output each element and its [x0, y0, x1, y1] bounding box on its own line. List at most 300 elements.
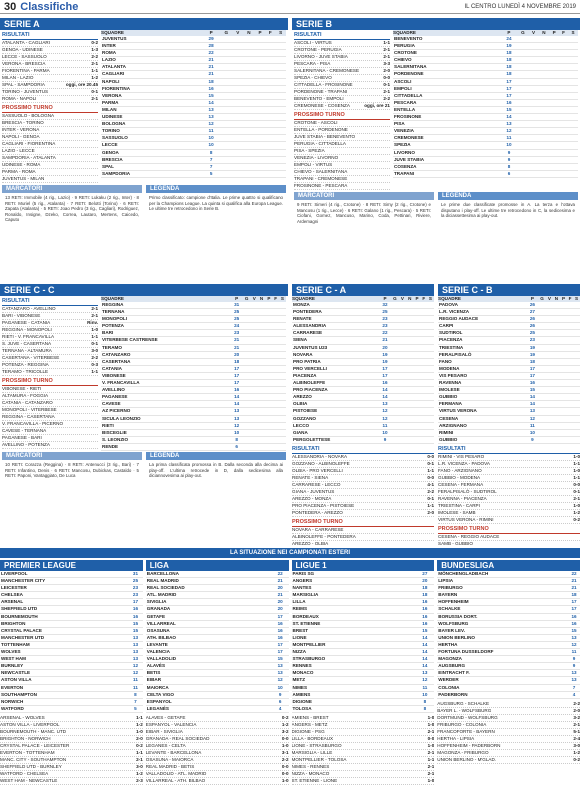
table-row: [101, 387, 286, 394]
stat-cell: [255, 106, 266, 113]
table-row: [292, 705, 435, 712]
match-score: 3-0: [91, 348, 98, 353]
serie-a-results: [2, 40, 98, 103]
table-row: [393, 85, 578, 92]
team-name: NIZZA: [292, 649, 416, 656]
stat-cell: [255, 163, 266, 170]
stat-cell: [275, 106, 286, 113]
table-row: [292, 380, 434, 387]
stat-cell: [243, 372, 251, 379]
table-row: [393, 43, 578, 50]
match-teams: AREZZO - OLBIA: [292, 540, 329, 546]
result-row: [438, 454, 580, 461]
match-score: 3-1: [281, 749, 289, 755]
team-name: MAGONZA: [437, 656, 568, 663]
stat-cell: [568, 92, 578, 99]
match-teams: OSASUNA - MAIORCA: [145, 756, 194, 762]
team-name: CRYSTAL PALACE: [0, 627, 128, 634]
stat-cell: [559, 99, 568, 106]
stat-cell: [243, 99, 255, 106]
team-points: 20: [272, 599, 289, 606]
team-name: VALLADOLID: [146, 656, 272, 663]
result-row: [292, 778, 435, 785]
result-row: [437, 750, 580, 757]
match-score: 1-1: [136, 749, 143, 755]
match-score: 0-1: [91, 89, 98, 94]
stat-cell: [414, 387, 421, 394]
stat-cell: [243, 149, 255, 156]
team-points: 13: [128, 641, 143, 648]
stat-cell: [265, 121, 275, 128]
stat-cell: [258, 344, 266, 351]
table-row: [292, 429, 434, 436]
team-name: FERMANA: [438, 401, 527, 408]
stat-cell: [220, 170, 232, 177]
stat-cell: [529, 36, 539, 43]
match-teams: TERNANA - ALTAMURA: [2, 348, 52, 353]
stat-cell: [243, 365, 251, 372]
table-row: [393, 128, 578, 135]
match-teams: NIMES - RENNES: [291, 763, 330, 769]
stat-cell: [265, 422, 272, 429]
column-header: F: [559, 30, 568, 36]
stat-cell: [265, 401, 272, 408]
stat-cell: [560, 429, 567, 436]
result-row: [2, 334, 98, 341]
stat-cell: [414, 330, 421, 337]
stat-cell: [279, 316, 286, 323]
match-teams: NAPOLI - GENOA: [2, 134, 40, 139]
result-row: [294, 61, 390, 68]
table-row: [393, 114, 578, 121]
stat-cell: [546, 408, 553, 415]
stat-cell: [517, 135, 528, 142]
team-points: 16: [568, 613, 580, 620]
team-name: LEVANTE: [146, 641, 272, 648]
table-row: [292, 613, 435, 620]
stat-cell: [414, 401, 421, 408]
result-row: [146, 729, 289, 736]
team-points: 16: [416, 599, 435, 606]
team-name: FORTUNA DUSSELDORF: [437, 649, 568, 656]
stat-cell: [220, 64, 232, 71]
team-points: 12: [379, 408, 391, 415]
stat-cell: [549, 64, 559, 71]
stat-cell: [529, 50, 539, 57]
match-score: 2-1: [383, 54, 390, 59]
match-teams: RIMINI - VIS PESARO: [438, 453, 485, 459]
team-points: 18: [501, 71, 517, 78]
result-row: [292, 715, 435, 722]
table-row: [0, 585, 143, 592]
stat-cell: [391, 337, 399, 344]
stat-cell: [568, 78, 578, 85]
match-teams: REGGINA - MONOPOLI: [2, 327, 52, 332]
fixture-row: [294, 169, 390, 176]
match-teams: BAYER L. - WOLFSBURG: [437, 707, 492, 713]
team-points: 26: [527, 323, 538, 330]
stat-cell: [251, 422, 258, 429]
match-score: 2-2: [427, 488, 434, 494]
team-points: 17: [527, 372, 538, 379]
stat-cell: [539, 135, 550, 142]
stat-cell: [427, 309, 434, 316]
match-score: 1-0: [91, 327, 98, 332]
stat-cell: [251, 443, 258, 450]
stat-cell: [529, 64, 539, 71]
scorers-label: MARCATORI: [294, 192, 434, 200]
match-teams: TERAMO - TRICOLLE: [2, 369, 49, 374]
stat-cell: [255, 50, 266, 57]
stat-cell: [258, 422, 266, 429]
stat-cell: [553, 323, 560, 330]
team-points: 4: [568, 691, 580, 698]
table-row: [292, 372, 434, 379]
stat-cell: [243, 415, 251, 422]
stat-cell: [529, 121, 539, 128]
stat-cell: [275, 99, 286, 106]
stat-cell: [251, 372, 258, 379]
stat-cell: [549, 50, 559, 57]
team-points: 15: [128, 620, 143, 627]
team-name: PISTOIESE: [292, 408, 379, 415]
match-score: 0-1: [427, 460, 434, 466]
team-points: 17: [568, 606, 580, 613]
stat-cell: [538, 351, 546, 358]
team-points: 5: [202, 170, 220, 177]
stat-cell: [265, 36, 275, 43]
stat-cell: [553, 429, 560, 436]
team-name: CASERTANA: [101, 358, 231, 365]
stat-cell: [243, 323, 251, 330]
team-name: LEICESTER: [0, 585, 128, 592]
result-row: [437, 743, 580, 750]
team-points: 8: [231, 436, 243, 443]
fixture-row: [2, 407, 98, 414]
team-points: 15: [501, 106, 517, 113]
team-points: 19: [379, 358, 391, 365]
team-points: 8: [416, 698, 435, 705]
match-teams: SASSUOLO - BOLOGNA: [2, 113, 55, 118]
team-name: ALESSANDRIA: [292, 323, 379, 330]
match-teams: ANGERS - METZ: [291, 721, 328, 727]
table-row: [437, 663, 580, 670]
match-score: 0-0: [281, 735, 289, 741]
team-points: 17: [272, 641, 289, 648]
stat-cell: [539, 64, 550, 71]
team-name: MARSIGLIA: [292, 592, 416, 599]
stat-cell: [538, 309, 546, 316]
stat-cell: [414, 415, 421, 422]
match-score: 3-0: [136, 763, 143, 769]
result-row: [438, 496, 580, 503]
stat-cell: [539, 156, 550, 163]
table-row: [292, 691, 435, 698]
legend-text: La prima classificata promossa in B. Dalla seconda alla decima ai play-off. L'ultima retrocede in D, dalla sedicesima alla diciannovesima ai play-out.: [149, 461, 283, 479]
stat-cell: [553, 422, 560, 429]
stat-cell: [275, 57, 286, 64]
result-row: [2, 89, 98, 96]
match-teams: FRANCOFORTE - BAYERN: [437, 728, 495, 734]
stat-cell: [538, 436, 546, 443]
team-name: BRESCIA: [101, 156, 202, 163]
match-score: 1-2: [573, 749, 580, 755]
team-points: 25: [527, 330, 538, 337]
result-row: [437, 757, 580, 764]
team-name: PIACENZA: [292, 372, 379, 379]
stat-cell: [258, 408, 266, 415]
team-name: OLBIA: [292, 401, 379, 408]
table-row: [146, 698, 289, 705]
match-score: 1-0: [573, 453, 580, 459]
team-name: VENEZIA: [393, 128, 501, 135]
table-row: [101, 106, 286, 113]
fixture-row: [292, 527, 434, 534]
column-header: SQUADRE: [292, 296, 379, 302]
match-score: 2-0: [383, 68, 390, 73]
table-row: [101, 121, 286, 128]
team-name: PADERBORN: [437, 691, 568, 698]
team-points: 14: [416, 649, 435, 656]
stat-cell: [559, 85, 568, 92]
match-teams: VALLADOLID - ATL. MADRID: [145, 770, 207, 776]
team-name: BAYER LEV.: [437, 627, 568, 634]
match-teams: ASTON VILLA - LIVERPOOL: [0, 721, 60, 727]
stat-cell: [538, 394, 546, 401]
stat-cell: [265, 128, 275, 135]
table-row: [146, 670, 289, 677]
table-row: [438, 309, 580, 316]
stat-cell: [265, 415, 272, 422]
table-row: [101, 422, 286, 429]
stat-cell: [275, 156, 286, 163]
team-points: 7: [202, 156, 220, 163]
match-teams: CATANZARO - AVELLINO: [2, 306, 56, 311]
team-name: JUVE STABIA: [393, 156, 501, 163]
stat-cell: [243, 330, 251, 337]
result-row: [292, 475, 434, 482]
table-row: [146, 585, 289, 592]
stat-cell: [265, 78, 275, 85]
stat-cell: [279, 394, 286, 401]
stat-cell: [232, 121, 243, 128]
team-name: EMPOLI: [393, 85, 501, 92]
team-points: 13: [379, 401, 391, 408]
match-score: 1-1: [136, 714, 143, 720]
league-column: [0, 560, 143, 798]
column-header: S: [568, 30, 578, 36]
table-row: [438, 401, 580, 408]
table-row: [393, 92, 578, 99]
team-points: 11: [501, 135, 517, 142]
stat-cell: [539, 50, 550, 57]
match-score: 0-3: [91, 362, 98, 367]
team-points: 10: [202, 142, 220, 149]
match-score: 2-2: [91, 355, 98, 360]
table-row: [292, 698, 435, 705]
team-name: CROTONE: [393, 50, 501, 57]
team-points: 16: [128, 606, 143, 613]
stat-cell: [391, 351, 399, 358]
stat-cell: [399, 344, 406, 351]
match-score: 0-1: [573, 488, 580, 494]
team-points: 9: [501, 149, 517, 156]
stat-cell: [220, 128, 232, 135]
legend-label: LEGENDA: [438, 192, 578, 200]
table-row: [146, 691, 289, 698]
stat-cell: [258, 302, 266, 309]
team-points: 18: [501, 64, 517, 71]
stat-cell: [258, 351, 266, 358]
table-row: [437, 684, 580, 691]
stat-cell: [573, 330, 580, 337]
stat-cell: [427, 372, 434, 379]
stat-cell: [414, 337, 421, 344]
stat-cell: [414, 302, 421, 309]
match-teams: INTER - VERONA: [2, 127, 40, 132]
table-row: [101, 99, 286, 106]
stat-cell: [279, 358, 286, 365]
result-row: [437, 722, 580, 729]
stat-cell: [573, 408, 580, 415]
team-name: FROSINONE: [393, 114, 501, 121]
match-score: 1-0: [427, 742, 435, 748]
section-title: Classifiche: [20, 0, 79, 13]
team-points: 16: [128, 613, 143, 620]
foreign-leagues-banner: LA SITUAZIONE NEI CAMPIONATI ESTERI: [0, 548, 580, 558]
team-points: 12: [202, 121, 220, 128]
match-score: 2-1: [91, 313, 98, 318]
stat-cell: [546, 401, 553, 408]
stat-cell: [573, 323, 580, 330]
stat-cell: [549, 156, 559, 163]
stat-cell: [265, 163, 275, 170]
match-score: 1-0: [573, 502, 580, 508]
stat-cell: [406, 380, 414, 387]
stat-cell: [243, 43, 255, 50]
stat-cell: [243, 408, 251, 415]
table-row: [0, 571, 143, 578]
match-score: 1-1: [573, 460, 580, 466]
team-points: 21: [202, 64, 220, 71]
stat-cell: [275, 114, 286, 121]
stat-cell: [568, 163, 578, 170]
team-name: GOZZANO: [292, 415, 379, 422]
result-row: [437, 729, 580, 736]
stat-cell: [279, 344, 286, 351]
result-row: [438, 503, 580, 510]
team-points: 10: [272, 684, 289, 691]
match-score: 0-0: [427, 735, 435, 741]
match-score: Rinv.: [87, 320, 98, 325]
team-points: 14: [231, 401, 243, 408]
match-score: 1-0: [427, 777, 435, 783]
stat-cell: [529, 78, 539, 85]
table-row: [146, 656, 289, 663]
stat-cell: [568, 36, 578, 43]
match-score: 1-2: [281, 721, 289, 727]
team-name: MONOPOLI: [101, 316, 231, 323]
league-standings: [0, 571, 143, 713]
result-row: [146, 722, 289, 729]
table-row: [101, 114, 286, 121]
team-name: SASSUOLO: [101, 135, 202, 142]
table-row: [292, 649, 435, 656]
match-score: 1-1: [91, 334, 98, 339]
team-name: TERAMO: [101, 344, 231, 351]
table-row: [437, 656, 580, 663]
stat-cell: [427, 422, 434, 429]
stat-cell: [559, 36, 568, 43]
result-row: [438, 461, 580, 468]
match-teams: LEVANTE - BARCELLONA: [145, 749, 202, 755]
team-points: 16: [501, 99, 517, 106]
team-name: FANO: [438, 358, 527, 365]
table-row: [438, 351, 580, 358]
table-row: [292, 365, 434, 372]
team-points: 8: [501, 163, 517, 170]
team-name: LIONE: [292, 634, 416, 641]
league-column: [437, 560, 580, 798]
team-name: VALENCIA: [146, 649, 272, 656]
match-teams: ATALANTA - CAGLIARI: [2, 40, 50, 45]
stat-cell: [243, 135, 255, 142]
team-points: 23: [527, 337, 538, 344]
table-row: [437, 592, 580, 599]
stat-cell: [546, 358, 553, 365]
stat-cell: [399, 316, 406, 323]
stat-cell: [258, 394, 266, 401]
stat-cell: [546, 415, 553, 422]
stat-cell: [265, 156, 275, 163]
fixture-row: [2, 176, 98, 183]
table-row: [292, 684, 435, 691]
stat-cell: [539, 71, 550, 78]
match-score: oggi, ore 21: [364, 103, 390, 108]
table-row: [146, 592, 289, 599]
stat-cell: [406, 302, 414, 309]
stat-cell: [568, 121, 578, 128]
stat-cell: [243, 358, 251, 365]
team-name: BURNLEY: [0, 663, 128, 670]
stat-cell: [391, 387, 399, 394]
stat-cell: [265, 85, 275, 92]
stat-cell: [414, 344, 421, 351]
stat-cell: [391, 401, 399, 408]
table-row: [292, 415, 434, 422]
stat-cell: [275, 121, 286, 128]
team-name: ST. ETIENNE: [292, 620, 416, 627]
stat-cell: [265, 142, 275, 149]
team-points: 21: [231, 344, 243, 351]
stat-cell: [539, 142, 550, 149]
stat-cell: [560, 302, 567, 309]
match-teams: JUVE STABIA - BENEVENTO: [294, 134, 356, 139]
match-score: 0-0: [427, 453, 434, 459]
stat-cell: [546, 394, 553, 401]
league-column: [146, 560, 289, 798]
result-row: [294, 47, 390, 54]
team-name: PISA: [393, 121, 501, 128]
match-teams: CASERTANA - VITERBESE: [2, 355, 60, 360]
stat-cell: [265, 351, 272, 358]
table-row: [437, 641, 580, 648]
table-row: [292, 599, 435, 606]
match-teams: PRO PIACENZA - PISTOIESE: [292, 502, 355, 508]
stat-cell: [560, 372, 567, 379]
stat-cell: [232, 170, 243, 177]
stat-cell: [255, 142, 266, 149]
